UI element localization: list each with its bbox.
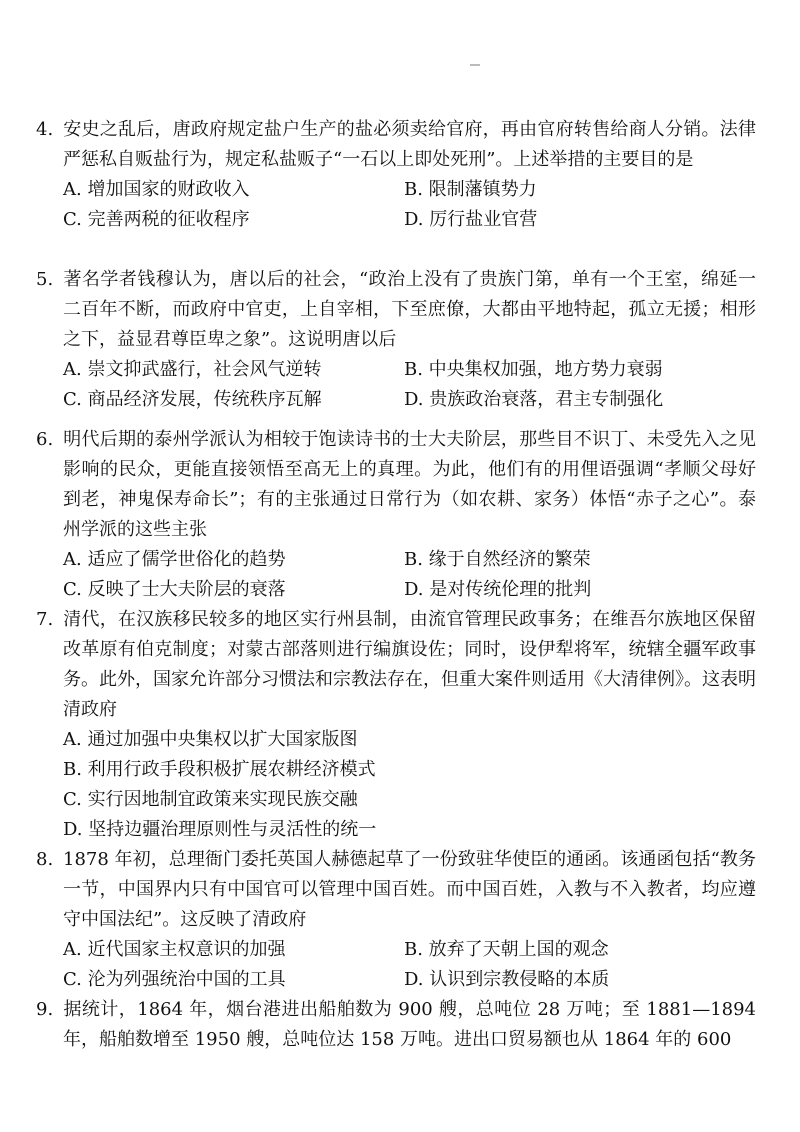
option-d[interactable]: D. 认识到宗教侵略的本质 <box>404 969 610 990</box>
question-9 <box>36 995 756 1055</box>
question-number: 8. <box>36 849 54 870</box>
option-c[interactable]: C. 商品经济发展，传统秩序瓦解 <box>63 389 322 410</box>
option-b[interactable]: B. 缘于自然经济的繁荣 <box>404 549 591 570</box>
options <box>63 355 756 415</box>
question-stem <box>36 845 756 935</box>
question-5 <box>36 265 756 415</box>
option-a[interactable]: A. 通过加强中央集权以扩大国家版图 <box>63 729 358 750</box>
question-stem <box>36 265 756 355</box>
question-text: 安史之乱后，唐政府规定盐户生产的盐必须卖给官府，再由官府转售给商人分销。法律严惩私自贩盐行为，规定私盐贩子“一石以上即处死刑”。上述举措的主要目的是 <box>63 119 756 170</box>
option-a[interactable]: A. 增加国家的财政收入 <box>63 179 250 200</box>
question-number: 6. <box>36 429 54 450</box>
question-number: 9. <box>36 999 54 1020</box>
question-stem <box>36 425 756 545</box>
options <box>63 545 756 605</box>
option-a[interactable]: A. 近代国家主权意识的加强 <box>63 939 286 960</box>
option-c[interactable]: C. 反映了士大夫阶层的衰落 <box>63 579 286 600</box>
option-a[interactable]: A. 适应了儒学世俗化的趋势 <box>63 549 286 570</box>
question-text: 1878 年初，总理衙门委托英国人赫德起草了一份致驻华使臣的通函。该通函包括“教务一节，中国界内只有中国官可以管理中国百姓。而中国百姓，入教与不入教者，均应遵守中国法纪”。这反映了清政府 <box>63 849 756 930</box>
option-d[interactable]: D. 贵族政治衰落，君主专制强化 <box>404 389 664 410</box>
options <box>63 175 756 235</box>
options <box>63 935 756 995</box>
question-7 <box>36 605 756 845</box>
option-b[interactable]: B. 利用行政手段积极扩展农耕经济模式 <box>63 759 376 780</box>
option-c[interactable]: C. 完善两税的征收程序 <box>63 209 250 230</box>
question-number: 7. <box>36 609 54 630</box>
question-number: 4. <box>36 119 54 140</box>
question-stem <box>36 115 756 175</box>
question-6 <box>36 425 756 605</box>
question-text: 明代后期的泰州学派认为相较于饱读诗书的士大夫阶层，那些目不识丁、未受先入之见影响的民众，更能直接领悟至高无上的真理。为此，他们有的用俚语强调“孝顺父母好到老，神鬼保寿命长”；有的主张通过日常行为（如农耕、家务）体悟“赤子之心”。泰州学派的这些主张 <box>63 429 756 540</box>
option-d[interactable]: D. 坚持边疆治理原则性与灵活性的统一 <box>63 819 377 840</box>
question-stem <box>36 605 756 725</box>
option-d[interactable]: D. 厉行盐业官营 <box>404 209 538 230</box>
option-a[interactable]: A. 崇文抑武盛行，社会风气逆转 <box>63 359 322 380</box>
question-text: 据统计，1864 年，烟台港进出船舶数为 900 艘，总吨位 28 万吨；至 1881—1894 年，船舶数增至 1950 艘，总吨位达 158 万吨。进出口贸易额也从 1864 年的 600 <box>63 999 756 1050</box>
question-number: 5. <box>36 269 54 290</box>
question-stem <box>36 995 756 1055</box>
option-c[interactable]: C. 沦为列强统治中国的工具 <box>63 969 286 990</box>
question-text: 著名学者钱穆认为，唐以后的社会，“政治上没有了贵族门第，单有一个王室，绵延一二百年不断，而政府中官吏，上自宰相，下至庶僚，大都由平地特起，孤立无援；相形之下，益显君尊臣卑之象”。这说明唐以后 <box>63 269 756 350</box>
options <box>63 725 756 845</box>
question-text: 清代，在汉族移民较多的地区实行州县制，由流官管理民政事务；在维吾尔族地区保留改革原有伯克制度；对蒙古部落则进行编旗设佐；同时，设伊犁将军，统辖全疆军政事务。此外，国家允许部分习惯法和宗教法存在，但重大案件则适用《大清律例》。这表明清政府 <box>63 609 756 720</box>
option-b[interactable]: B. 放弃了天朝上国的观念 <box>404 939 609 960</box>
option-b[interactable]: B. 限制藩镇势力 <box>404 179 537 200</box>
question-8 <box>36 845 756 995</box>
option-b[interactable]: B. 中央集权加强，地方势力衰弱 <box>404 359 663 380</box>
scan-mark <box>470 64 480 66</box>
question-4 <box>36 115 756 235</box>
option-c[interactable]: C. 实行因地制宜政策来实现民族交融 <box>63 789 358 810</box>
option-d[interactable]: D. 是对传统伦理的批判 <box>404 579 592 600</box>
